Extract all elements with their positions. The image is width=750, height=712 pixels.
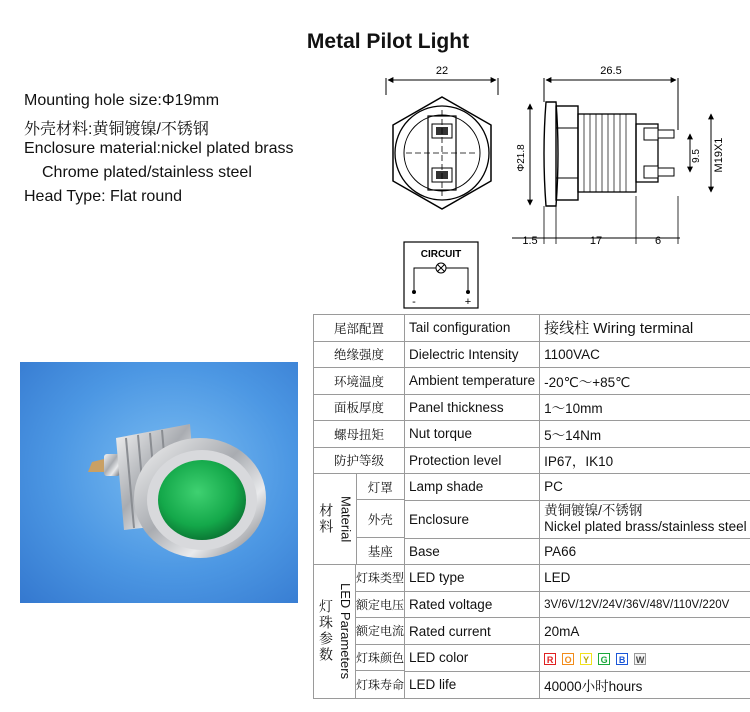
led-color-cn-cell: 灯珠颜色	[356, 645, 404, 672]
led-group-cell	[314, 565, 405, 699]
ambient-cn-cell: 环境温度	[314, 368, 405, 395]
table-row	[314, 368, 750, 395]
table-row	[314, 474, 750, 501]
table-row	[314, 315, 750, 342]
led-life-cn-cell: 灯珠寿命	[356, 677, 405, 692]
spec-enclosure-material: Enclosure material:nickel plated brass	[24, 140, 294, 157]
table-row	[314, 421, 750, 448]
panel-cn-cell: 面板厚度	[314, 394, 405, 421]
led-group-label	[314, 565, 356, 698]
base-en-cell: Base	[405, 538, 540, 565]
tail-cn-cell: 尾部配置	[314, 315, 405, 342]
led-color-chip: O	[562, 653, 574, 665]
pitch-label: 9.5	[691, 149, 702, 163]
material-group-cn: 材料	[318, 503, 335, 535]
lamp-en-cell: Lamp shade	[405, 474, 540, 501]
material-group-cell	[314, 474, 405, 565]
enclosure-cn-cell: 外壳	[357, 500, 405, 538]
base-value-cell: PA66	[540, 538, 750, 565]
led-color-en-cell: LED color	[405, 645, 540, 672]
enclosure-en-cell: Enclosure	[405, 500, 540, 538]
panel-value-cell: 1～10mm	[540, 394, 750, 421]
table-row	[314, 565, 750, 592]
nut-en-cell: Nut torque	[405, 421, 540, 448]
front-width-label: 22	[435, 65, 449, 77]
ambient-value-cell: -20℃～+85℃	[540, 368, 750, 395]
rated-voltage-en-cell: Rated voltage	[405, 591, 540, 618]
ambient-en-cell: Ambient temperature	[405, 368, 540, 395]
table-row	[314, 447, 750, 474]
material-group-label	[314, 474, 356, 564]
side-view-drawing	[512, 65, 725, 247]
protection-value-cell: IP67，IK10	[540, 447, 750, 474]
enclosure-value-cell	[540, 500, 750, 538]
led-color-chip: Y	[580, 653, 592, 665]
pilot-light-image	[20, 362, 298, 603]
led-color-chip: G	[598, 653, 610, 665]
circuit-diagram	[404, 242, 478, 308]
led-group-en: LED Parameters	[338, 583, 353, 680]
enclosure-value-cn: 黄铜镀镍/不锈钢	[544, 503, 643, 518]
spec-chrome-plated: Chrome plated/stainless steel	[42, 164, 252, 181]
nut-value-cell: 5～14Nm	[540, 421, 750, 448]
protection-cn-cell: 防护等级	[314, 447, 405, 474]
material-group-en: Material	[338, 495, 354, 543]
spec-mounting-hole: Mounting hole size:Φ19mm	[24, 92, 220, 109]
circuit-label: CIRCUIT	[420, 249, 462, 260]
led-life-en-cell: LED life	[405, 671, 540, 698]
minus-terminal-label: -	[412, 296, 416, 308]
product-photo	[20, 362, 298, 603]
diameter-label: Φ21.8	[516, 144, 527, 172]
led-color-chip: B	[616, 653, 628, 665]
rated-current-en-cell: Rated current	[405, 618, 540, 645]
led-type-en-cell: LED type	[405, 565, 540, 592]
dielectric-en-cell: Dielectric Intensity	[405, 341, 540, 368]
led-type-value-cell: LED	[540, 565, 750, 592]
lamp-cn-cell: 灯罩	[357, 474, 405, 500]
led-color-chip: R	[544, 653, 556, 665]
lamp-value-cell: PC	[540, 474, 750, 501]
tail-value-cell: 接线柱 Wiring terminal	[540, 315, 750, 342]
spec-table	[313, 314, 750, 699]
tail-en-cell: Tail configuration	[405, 315, 540, 342]
dielectric-value-cell: 1100VAC	[540, 341, 750, 368]
side-length-label: 26.5	[600, 65, 622, 77]
led-type-cn-cell: 灯珠类型	[356, 565, 404, 592]
seg-2-label: 17	[589, 235, 603, 247]
seg-3-label: 6	[654, 235, 662, 247]
spec-head-type: Head Type: Flat round	[24, 188, 183, 205]
rated-voltage-value-cell: 3V/6V/12V/24V/36V/48V/110V/220V	[540, 591, 750, 618]
front-view-drawing	[386, 65, 498, 209]
dielectric-cn-cell: 绝缘强度	[314, 341, 405, 368]
rated-current-cn-cell: 额定电流	[356, 618, 404, 645]
led-color-value-cell	[540, 645, 750, 672]
table-row	[314, 341, 750, 368]
thread-label: M19X1	[713, 137, 725, 173]
spec-shell-material-cn: 外壳材料:黄铜镀镍/不锈钢	[24, 121, 209, 138]
led-group-cn: 灯珠参数	[318, 599, 334, 664]
base-cn-cell: 基座	[367, 545, 393, 559]
led-life-value-cell: 40000小时hours	[540, 671, 750, 698]
page-title: Metal Pilot Light	[306, 30, 470, 53]
enclosure-value-en: Nickel plated brass/stainless steel	[544, 519, 747, 534]
plus-terminal-label: +	[464, 296, 472, 308]
led-color-chip: W	[635, 654, 645, 665]
table-row	[314, 394, 750, 421]
panel-en-cell: Panel thickness	[405, 394, 540, 421]
rated-voltage-cn-cell: 额定电压	[356, 592, 404, 619]
dimension-drawings	[0, 0, 750, 320]
seg-1-label: 1.5	[522, 235, 538, 247]
protection-en-cell: Protection level	[405, 447, 540, 474]
nut-cn-cell: 螺母扭矩	[314, 421, 405, 448]
rated-current-value-cell: 20mA	[540, 618, 750, 645]
